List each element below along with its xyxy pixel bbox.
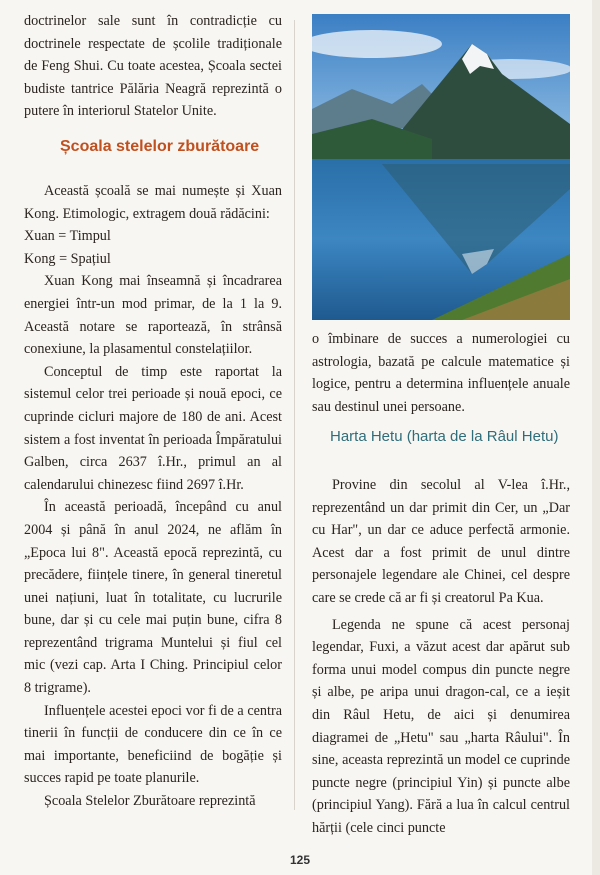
left-paragraph-1: Această școală se mai numește și Xuan Kong. Etimologic, extragem două rădăcini:: [24, 183, 282, 222]
mountain-lake-photo: [312, 14, 570, 320]
left-intro-paragraph: doctrinelor sale sunt în contradicție cu doctrinele respectate de școlile tradiționale de Feng Shui. Cu toate acestea, Școala sectei budiste tantrice Pălăria Neagră reprezintă o putere în interiorul Statelor Unite.: [24, 13, 282, 120]
right-paragraph-2: Provine din secolul al V-lea î.Hr., reprezentând un dar primit din Cer, un „Dar cu Har", un dar ce aduce perfectă armonie. Acest dar a fost primit de unul dintre personajele legendare ale Chinei, cel despre care se crede că ar fi și creatorul Pa Kua.: [312, 477, 570, 606]
right-paragraph-3: Legenda ne spune că acest personaj legendar, Fuxi, a văzut acest dar apărut sub forma unui model compus din puncte negre și albe, pe aripa unui dragon-cal, ce a ieșit din Râul Hetu, de aici și denumirea diagramei de „Hetu" sau „harta Râului". În sine, aceasta reprezintă un model ce cuprinde puncte negre (principiul Yin) și puncte albe (principiul Yang). Fără a lua în calcul centrul hărții (cele cinci puncte: [312, 616, 570, 836]
left-paragraph-4: În această perioadă, începând cu anul 2004 și până în anul 2024, ne aflăm în „Epoca lui 8". Această epocă reprezintă, cu precădere, ființele tinere, în general tineretul unei națiuni, luat în totalitate, cu lucrurile bune, dar și cu cele mai puțin bune, cifra 8 reprezentând trigrama Muntelui și fiul cel mic (vezi cap. Arta I Ching. Principiul celor 8 trigrame).: [24, 499, 282, 697]
page-number: 125: [289, 853, 311, 867]
right-paragraph-1: o îmbinare de succes a numerologiei cu astrologia, bazată pe calcule matematice și logice, pentru a determina influențele anuale sau destinul unei persoane.: [312, 331, 570, 415]
left-paragraph-3: Conceptul de timp este raportat la sistemul celor trei perioade și nouă epoci, ce cuprinde cicluri majore de 180 de ani. Acest sistem a fost inventat în perioada Împăratului Galben, circa 2637 î.Hr., primul an al calendarului chinezesc fiind 2697 î.Hr.: [24, 363, 282, 493]
section-title: Școala stelelor zburătoare: [60, 138, 260, 155]
column-divider: [294, 20, 295, 810]
root-xuan: Xuan = Timpul: [24, 228, 111, 245]
left-paragraph-5: Influențele acestei epoci vor fi de a centra tinerii în funcții de conducere din ce în ce mai importante, beneficiind de bogăție și succes rapid pe toate planurile.: [24, 702, 282, 787]
left-column-body: [24, 180, 282, 813]
right-column: [312, 328, 570, 418]
subsection-title: Harta Hetu (harta de la Râul Hetu): [330, 428, 559, 445]
page-edge: [592, 0, 600, 875]
left-paragraph-2: Xuan Kong mai înseamnă și încadrarea energiei într-un mod primar, de la 1 la 9. Această notare se raportează, în strânsă conexiune, la plasamentul constelațiilor.: [24, 273, 282, 358]
right-column-body: [312, 474, 570, 840]
left-paragraph-6: Școala Stelelor Zburătoare reprezintă: [44, 793, 256, 810]
root-kong: Kong = Spațiul: [24, 250, 111, 267]
